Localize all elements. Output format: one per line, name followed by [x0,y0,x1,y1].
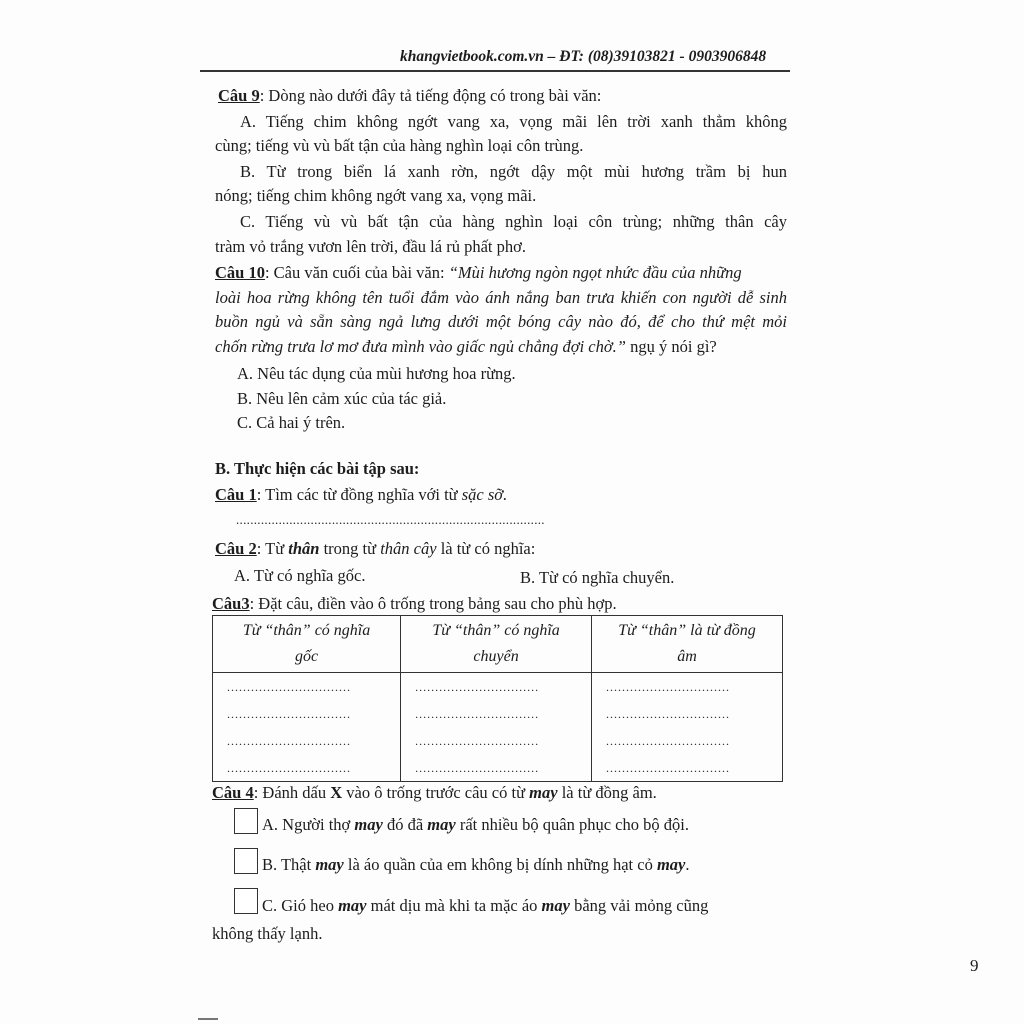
b4-b-may-1: may [315,855,344,874]
page-number: 9 [970,956,979,975]
b2-text-3: là từ có nghĩa: [436,539,536,558]
answer-dots[interactable]: ............................... [415,707,540,721]
page-edge-mark [198,1018,218,1020]
q9-option-b-line2: nóng; tiếng chim không ngớt vang xa, vọng mãi. [215,186,537,205]
b1-question [215,485,507,505]
b4-a-may-2: may [427,815,456,834]
b4-checkbox-a[interactable] [234,808,258,834]
b4-a-text-3: rất nhiều bộ quân phục cho bộ đội. [455,815,689,834]
b3-header-chuyen-line2: chuyển [473,648,519,665]
b2-text-1: : Từ [256,539,289,558]
b4-checkbox-c[interactable] [234,888,258,914]
b1-word: sặc sỡ. [461,485,508,504]
answer-dots[interactable]: ............................... [227,761,351,775]
q10-label: Câu 10 [215,263,265,282]
b2-text-2: trong từ [319,539,381,558]
b3-header-goc [213,616,401,673]
q9-label: Câu 9 [218,86,260,105]
b3-cell-chuyen[interactable] [401,673,592,782]
answer-dots[interactable]: ............................... [415,734,540,748]
b4-b-text-3: . [685,855,690,874]
q10-quote-3: buồn ngủ và sẵn sàng ngả lưng dưới một bóng cây nào đó, để cho thứ mệt mỏi [215,312,787,331]
b4-c-may-1: may [338,896,367,915]
q10-option-b: B. Nêu lên cảm xúc của tác giả. [237,389,447,408]
q10-intro: : Câu văn cuối của bài văn: [264,263,449,282]
b4-text-2: vào ô trống trước câu có từ [342,783,530,802]
b3-header-chuyen [401,616,592,673]
b3-table [212,615,783,782]
q10-option-c: C. Cả hai ý trên. [237,413,346,432]
b3-header-goc-line2: gốc [294,648,319,665]
b4-x: X [330,783,343,802]
q10-quote-1: “Mùi hương ngòn ngọt nhức đầu của những [448,263,742,282]
b4-b-may-2: may [656,855,686,874]
answer-dots[interactable]: ............................... [606,734,731,748]
b4-question [212,783,657,803]
b4-b-text-1: B. Thật [262,855,316,874]
b3-header-goc-line1: Từ “thân” có nghĩa [242,622,371,639]
b4-b-text-2: là áo quần của em không bị dính những hạt cỏ [343,855,657,874]
b4-option-b [262,855,690,875]
answer-dots[interactable]: ............................... [227,734,351,748]
answer-dots[interactable]: ............................... [606,707,731,721]
b2-label: Câu 2 [215,539,257,558]
b3-cell-goc[interactable] [213,673,401,782]
b4-checkbox-b[interactable] [234,848,258,874]
q10-quote-4-line [215,337,717,357]
b4-option-c-line2: không thấy lạnh. [212,924,323,943]
b3-header-dong-am [592,616,783,673]
b3-cell-dong-am[interactable] [592,673,783,782]
b2-word-than-cay: thân cây [380,539,437,558]
q10-quote-4: chốn rừng trưa lơ mơ đưa mình vào giấc ngủ chẳng đợi chờ.” [215,337,626,356]
b1-answer-dots[interactable]: ....................................................................................... [236,512,545,527]
section-b-heading: B. Thực hiện các bài tập sau: [215,459,420,478]
answer-dots[interactable]: ............................... [606,680,731,694]
answer-dots[interactable]: ............................... [227,707,351,721]
q9-option-a-line1: A. Tiếng chim không ngớt vang xa, vọng mãi lên trời xanh thẳm không [240,112,787,131]
b4-c-text-2: mát dịu mà khi ta mặc áo [366,896,542,915]
b3-header-dong-am-line1: Từ “thân” là từ đồng [618,622,756,639]
q9-option-c-line1: C. Tiếng vù vù bất tận của hàng nghìn loại côn trùng; những thân cây [240,212,787,231]
b4-label: Câu 4 [212,783,254,802]
q10-option-a: A. Nêu tác dụng của mùi hương hoa rừng. [237,364,516,383]
b4-option-c [262,896,708,916]
b4-a-text-1: A. Người thợ [262,815,355,834]
b2-option-b: B. Từ có nghĩa chuyển. [520,568,675,587]
b3-question [212,594,617,614]
q9-question [218,86,601,106]
b1-label: Câu 1 [215,485,257,504]
q10-quote-2: loài hoa rừng không tên tuổi đắm vào ánh nắng ban trưa khiến con người dễ sinh [215,288,787,307]
q9-text: : Dòng nào dưới đây tả tiếng động có trong bài văn: [259,86,602,105]
b4-c-text-3: bằng vải mỏng cũng [569,896,709,915]
b3-header-chuyen-line1: Từ “thân” có nghĩa [432,622,560,639]
b4-word-may: may [529,783,558,802]
b2-question [215,539,535,559]
q9-option-a-line2: cùng; tiếng vù vù bất tận của hàng nghìn loại côn trùng. [215,136,584,155]
q9-option-c-line2: tràm vỏ trắng vươn lên trời, đầu lá rủ phất phơ. [215,237,526,256]
q10-tail: ngụ ý nói gì? [626,337,717,356]
b4-text-3: là từ đồng âm. [557,783,657,802]
b4-text-1: : Đánh dấu [253,783,331,802]
q9-option-b-line1: B. Từ trong biển lá xanh rờn, ngớt dậy một mùi hương trầm bị hun [240,162,787,181]
header-rule [200,70,790,72]
b3-header-dong-am-line2: âm [677,648,697,665]
page-header: khangvietbook.com.vn – ĐT: (08)39103821 - 0903906848 [400,48,767,65]
answer-dots[interactable]: ............................... [606,761,731,775]
b1-text: : Tìm các từ đồng nghĩa với từ [256,485,462,504]
answer-dots[interactable]: ............................... [415,680,540,694]
b4-a-may-1: may [354,815,383,834]
b4-c-may-2: may [541,896,570,915]
b4-option-a [262,815,689,835]
answer-dots[interactable]: ............................... [227,680,351,694]
b4-a-text-2: đó đã [382,815,428,834]
b3-label: Câu3 [212,594,250,613]
q10-question [215,263,742,283]
b2-option-a: A. Từ có nghĩa gốc. [234,566,366,585]
b2-word-than: thân [288,539,320,558]
answer-dots[interactable]: ............................... [415,761,540,775]
b4-c-text-1: C. Gió heo [262,896,339,915]
b3-text: : Đặt câu, điền vào ô trống trong bảng sau cho phù hợp. [249,594,617,613]
